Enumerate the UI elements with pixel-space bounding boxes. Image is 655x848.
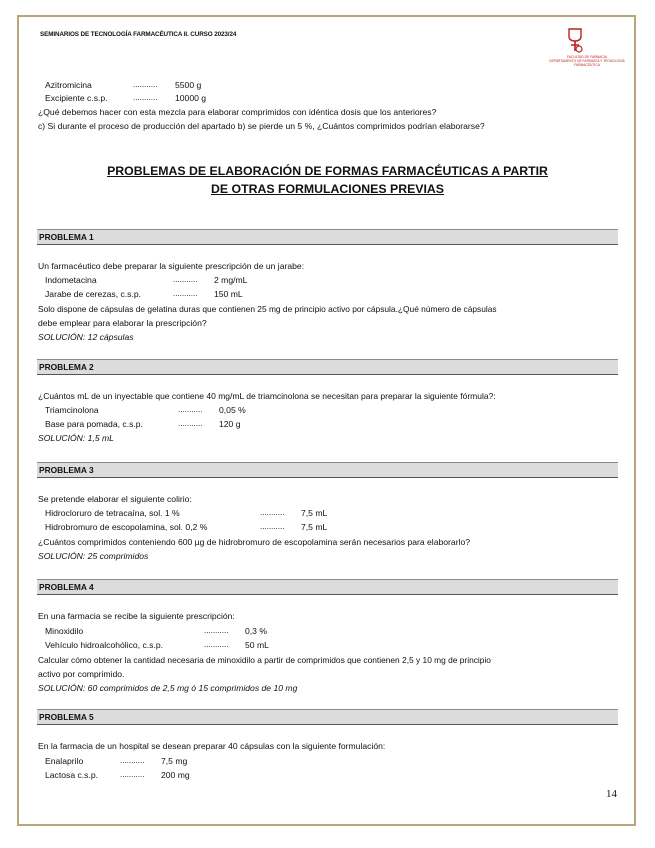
problem-heading: PROBLEMA 3 [37,462,618,478]
prescription-item-amount: 200 mg [161,770,190,780]
prescription-item-name: Enalaprilo [45,756,84,766]
prescription-item-name: Hidrobromuro de escopolamina, sol. 0,2 % [45,522,208,532]
prescription-item-dots: ........... [120,770,145,779]
intro-question: ¿Qué debemos hacer con esta mezcla para elaborar comprimidos con idéntica dosis que los anteriores? [38,107,437,117]
problem-statement: En la farmacia de un hospital se desean preparar 40 cápsulas con la siguiente formulación: [38,741,386,751]
intro-item-amount: 5500 g [175,80,202,90]
problem-question: Calcular cómo obtener la cantidad necesaria de minoxidilo a partir de comprimidos que contienen 2,5 y 10 mg de principio [38,655,491,665]
intro-item-amount: 10000 g [175,93,207,103]
prescription-item-name: Indometacina [45,275,97,285]
prescription-item-amount: 7,5 mg [161,756,188,766]
prescription-item-dots: ........... [260,522,285,531]
logo-line-2: DEPARTAMENTO DE FARMACIA Y TECNOLOGÍA FARMACÉUTICA [549,59,625,67]
prescription-item-dots: ........... [173,275,198,284]
prescription-item-name: Vehículo hidroalcohólico, c.s.p. [45,640,163,650]
university-emblem-icon [565,27,585,53]
prescription-item-name: Hidrocloruro de tetracaína, sol. 1 % [45,508,180,518]
prescription-item-amount: 120 g [219,419,241,429]
problem-solution: SOLUCIÓN: 1,5 mL [38,433,114,443]
problem-statement: ¿Cuántos mL de un inyectable que contiene 40 mg/mL de triamcinolona se necesitan para preparar la siguiente fórmula?: [38,391,496,401]
prescription-item-amount: 2 mg/mL [214,275,248,285]
section-title-line-1: PROBLEMAS DE ELABORACIÓN DE FORMAS FARMACÉUTICAS A PARTIR [107,164,548,178]
intro-item-name: Azitromicina [45,80,92,90]
prescription-item-dots: ........... [178,405,203,414]
intro-item-dots: ........... [133,80,158,89]
prescription-item-name: Jarabe de cerezas, c.s.p. [45,289,142,299]
prescription-item-dots: ........... [178,419,203,428]
problem-solution: SOLUCIÓN: 25 comprimidos [38,551,149,561]
intro-question: c) Si durante el proceso de producción del apartado b) se pierde un 5 %, ¿Cuántos comprimidos podrían elaborarse? [38,121,485,131]
prescription-item-dots: ........... [173,289,198,298]
prescription-item-amount: 0,05 % [219,405,246,415]
prescription-item-dots: ........... [204,626,229,635]
prescription-item-dots: ........... [260,508,285,517]
section-title-line-2: DE OTRAS FORMULACIONES PREVIAS [211,182,444,196]
problem-solution: SOLUCIÓN: 60 comprimidos de 2,5 mg ó 15 comprimidos de 10 mg [38,683,298,693]
problem-heading: PROBLEMA 2 [37,359,618,375]
intro-item-dots: ........... [133,93,158,102]
intro-item-name: Excipiente c.s.p. [45,93,108,103]
problem-question: activo por comprimido. [38,669,125,679]
problem-solution: SOLUCIÓN: 12 cápsulas [38,332,134,342]
prescription-item-dots: ........... [120,756,145,765]
running-header: SEMINARIOS DE TECNOLOGÍA FARMACÉUTICA II. CURSO 2023/24 [40,31,237,38]
problem-question: Solo dispone de cápsulas de gelatina duras que contienen 25 mg de principio activo por cápsula.¿Qué número de cápsulas [38,304,497,314]
problem-question: ¿Cuántos comprimidos conteniendo 600 µg de hidrobromuro de escopolamina serán necesarios para elaborarlo? [38,537,471,547]
problem-heading: PROBLEMA 4 [37,579,618,595]
logo-line-1: FACULTAD DE FARMACIA [567,55,607,59]
prescription-item-amount: 0,3 % [245,626,267,636]
prescription-item-amount: 7,5 mL [301,522,328,532]
university-logo [543,27,631,67]
prescription-item-name: Base para pomada, c.s.p. [45,419,143,429]
prescription-item-amount: 150 mL [214,289,243,299]
problem-statement: En una farmacia se recibe la siguiente prescripción: [38,611,235,621]
page-number: 14 [606,788,617,800]
prescription-item-dots: ........... [204,640,229,649]
problem-statement: Se pretende elaborar el siguiente colirio: [38,494,192,504]
prescription-item-name: Triamcinolona [45,405,99,415]
prescription-item-amount: 7,5 mL [301,508,328,518]
prescription-item-name: Minoxidilo [45,626,84,636]
problem-statement: Un farmacéutico debe preparar la siguiente prescripción de un jarabe: [38,261,305,271]
problem-heading: PROBLEMA 5 [37,709,618,725]
problem-question: debe emplear para elaborar la prescripción? [38,318,207,328]
prescription-item-amount: 50 mL [245,640,269,650]
prescription-item-name: Lactosa c.s.p. [45,770,99,780]
problem-heading: PROBLEMA 1 [37,229,618,245]
